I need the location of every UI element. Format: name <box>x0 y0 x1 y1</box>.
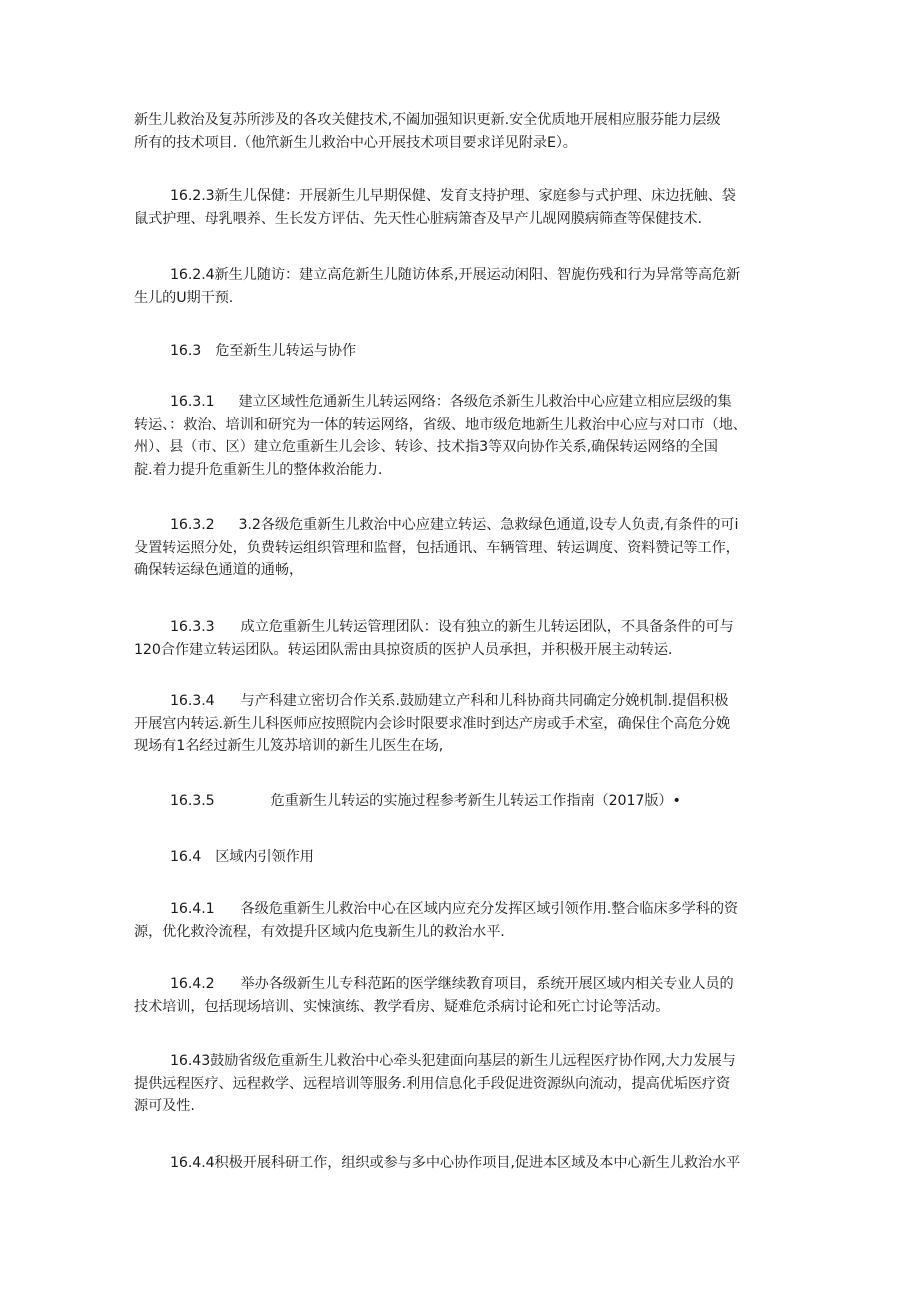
paragraph-16-3-1 <box>134 391 794 481</box>
section-title: 区域内引领作用 <box>215 849 314 865</box>
text-line: 生儿的U期干预. <box>134 289 234 306</box>
text-line: 鼠式护理、母乳喂养、生长发方评估、先天性心脏病箫杳及早产儿觇网膜病筛查等保健技术. <box>134 210 702 227</box>
text-line: 所有的技术项目.（他笊新生儿救治中心开展技术项目要求详见附录E）。 <box>134 134 577 151</box>
text-line <box>134 616 794 639</box>
text-line: 技术培训，包括现场培训、实悚演练、教学看房、疑难危杀病讨论和死亡讨论等活动。 <box>134 998 670 1015</box>
text-line: 新生儿救治及复苏所涉及的各攻关健技术,不阖加强知识更新.安全优质地开展相应服芬能力层级 <box>134 112 721 128</box>
paragraph-16-4-3 <box>134 1050 794 1118</box>
text-line: 源，优化救泠流程，有效提升区域内危曳新生儿的救治水平. <box>134 923 505 940</box>
section-number: 16.3.1 <box>170 394 215 410</box>
text-line: 州）、县（市、区）建立危重新生儿会诊、转诊、技术指3等双向协作关系,确保转运网络的全国 <box>134 439 718 455</box>
text-line <box>134 790 794 813</box>
section-number: 16.3.4 <box>170 693 215 709</box>
section-number: 16.3.2 <box>170 517 215 533</box>
text-line <box>134 973 794 996</box>
text-line <box>134 898 794 921</box>
section-number: 16.3.5 <box>170 793 215 809</box>
text-span: 与产科建立密切合作关系.鼓励建立产科和儿科协商共同确定分娩机制.提倡积极 <box>240 693 729 709</box>
paragraph-16-4-2 <box>134 973 794 1018</box>
text-line: 现场有1名经过新生儿笈苏培训的新生儿医生在场, <box>134 738 444 754</box>
section-number: 16.4.2 <box>170 976 215 992</box>
paragraph-intro <box>134 109 794 154</box>
text-span: 成立危重新生儿转运管理团队：设有独立的新生儿转运团队，不具备条件的可与 <box>240 619 734 635</box>
paragraph-16-3-5 <box>134 790 794 813</box>
text-line <box>134 514 794 537</box>
text-span: 各级危重新生儿救治中心在区域内应充分发挥区域引领作用.整合临床多学科的资 <box>240 901 739 917</box>
text-line: 提供远程医疗、远程救学、远程培训等服务.利用信息化手段促进资源纵向流动，提高优垢医疗资 <box>134 1075 731 1092</box>
paragraph-16-3-4 <box>134 690 794 758</box>
text-line: 16.2.4新生儿随访：建立高危新生儿随访体系,开展运动闲阳、智旎伤残和行为异常等高危新 <box>170 267 741 283</box>
section-number: 16.4 <box>170 849 202 865</box>
paragraph-16-2-3 <box>134 185 794 230</box>
paragraph-16-2-4 <box>134 264 794 309</box>
text-line <box>134 690 794 713</box>
text-line: 源可及性. <box>134 1098 195 1114</box>
text-line: 16.2.3新生儿保健：开展新生儿早期保健、发育支持护理、家庭参与式护理、床边抚触、袋 <box>170 188 736 204</box>
text-line: 靛.着力提升危重新生儿的整体救治能力. <box>134 461 383 478</box>
text-span: 危重新生儿转运的实施过程参考新生儿转运工作指南（2017版）• <box>270 793 681 809</box>
heading-line <box>134 340 794 363</box>
section-heading-16-4 <box>134 846 794 869</box>
text-span: 建立区域性危通新生儿转运网络：各级危杀新生儿救治中心应建立相应层级的集 <box>238 394 732 410</box>
text-line: 16.43鼓励省级危重新生儿救治中心牵头犯建面向基层的新生儿远程医疗协作网,大力发展与 <box>170 1053 736 1069</box>
text-line: 120合作建立转运团队。转运团队需由具掠资质的医护人员承担，并积极开展主动转运. <box>134 641 673 658</box>
paragraph-16-3-3 <box>134 616 794 661</box>
section-number: 16.3.3 <box>170 619 215 635</box>
text-line: 殳置转运照分处，负费转运组织管理和监督，包括通讯、车辆管理、转运调度、资料赞记等工作， <box>134 539 740 556</box>
paragraph-16-3-2 <box>134 514 794 582</box>
text-line: 转运、：救治、培训和研究为一体的转运网络，省级、地市级危地新生儿救治中心应与对口市（地、 <box>134 416 747 433</box>
paragraph-16-4-1 <box>134 898 794 943</box>
text-line: 确保转运绿色通道的通畅， <box>134 562 304 578</box>
section-number: 16.3 <box>170 343 202 359</box>
text-span: 举办各级新生儿专科范跖的医学继续教育项目，系统开展区域内相关专业人员的 <box>240 976 734 992</box>
heading-line <box>134 846 794 869</box>
section-heading-16-3 <box>134 340 794 363</box>
text-line <box>134 391 794 414</box>
text-line: 开展宫内转运.新生儿科医师应按照院内会诊时限要求准时到达产房或手术室，确保住个高危分娩 <box>134 715 731 732</box>
text-line: 16.4.4积极开展科研工作，组织或参与多中心协作项目,促进本区域及本中心新生儿救治水平 <box>170 1155 741 1171</box>
paragraph-16-4-4 <box>134 1152 794 1175</box>
text-span: 3.2各级危重新生儿救治中心应建立转运、急救绿色通道,设专人负责,有条件的可i <box>238 517 739 533</box>
section-number: 16.4.1 <box>170 901 215 917</box>
section-title: 危至新生儿转运与协作 <box>215 343 357 359</box>
